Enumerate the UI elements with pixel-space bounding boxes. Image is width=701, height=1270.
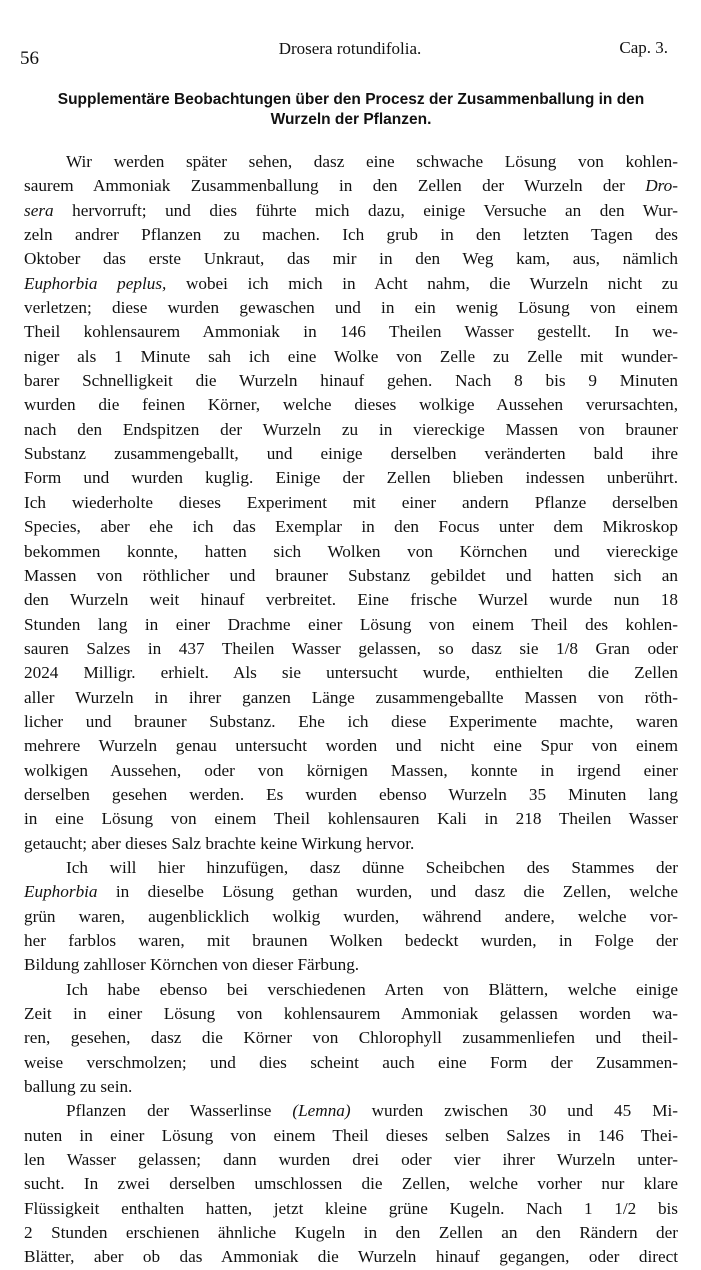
text-line: Stunden lang in einer Drachme einer Lösung von einem Theil des kohlen- <box>24 614 678 634</box>
text-line: wolkigen Aussehen, oder von körnigen Massen, konnte in irgend einer <box>24 760 678 780</box>
text-line: Euphorbia in dieselbe Lösung gethan wurden, und dasz die Zellen, welche <box>24 882 678 902</box>
text-line: Ich habe ebenso bei verschiedenen Arten von Blättern, welche einige <box>66 979 678 999</box>
text-line: ren, gesehen, dasz die Körner von Chlorophyll zusammenliefen und theil- <box>24 1028 678 1048</box>
text-line: bekommen konnte, hatten sich Wolken von Körnchen und viereckige <box>24 541 678 561</box>
text-line: her farblos waren, mit braunen Wolken bedeckt wurden, in Folge der <box>24 931 678 950</box>
section-heading-line: Supplementäre Beobachtungen über den Procesz der Zusammenballung in den <box>57 91 645 108</box>
text-line: Blätter, aber ob das Ammoniak die Wurzeln hinauf gegangen, oder direct <box>24 1247 678 1267</box>
text-line: mehrere Wurzeln genau untersucht worden und nicht eine Spur von einem <box>24 736 678 756</box>
text-line: Form und wurden kuglig. Einige der Zellen blieben indessen unberührt. <box>24 468 678 488</box>
text-line: 2024 Milligr. erhielt. Als sie untersucht wurde, enthielten die Zellen <box>24 663 678 683</box>
text-line: Bildung zahlloser Körnchen von dieser Färbung. <box>24 955 360 975</box>
chapter-label: Cap. 3. <box>619 38 668 57</box>
text-line: Zeit in einer Lösung von kohlensaurem Ammoniak gelassen worden wa- <box>24 1004 678 1024</box>
text-line: Massen von röthlicher und brauner Substanz gebildet und hatten sich an <box>24 565 678 585</box>
text-line: derselben gesehen werden. Es wurden ebenso Wurzeln 35 Minuten lang <box>24 784 678 804</box>
text-line: aller Wurzeln in ihrer ganzen Länge zusammengeballte Massen von röth- <box>24 687 678 707</box>
text-line: len Wasser gelassen; dann wurden drei oder vier ihrer Wurzeln unter- <box>24 1150 678 1170</box>
italic-term: Euphorbia <box>24 882 98 902</box>
text-line: Euphorbia peplus, wobei ich mich in Acht nahm, die Wurzeln nicht zu <box>24 273 678 293</box>
page-header <box>20 38 680 68</box>
text-line: zeln andrer Pflanzen zu machen. Ich grub in den letzten Tagen des <box>24 225 678 245</box>
text-line: sauren Salzes in 437 Theilen Wasser gelassen, so dasz sie 1/8 Gran oder <box>24 638 678 658</box>
text-line: weise verschmolzen; und dies scheint auch eine Form der Zusammen- <box>24 1052 678 1072</box>
text-line: niger als 1 Minute sah ich eine Wolke von Zelle zu Zelle mit wunder- <box>24 346 678 366</box>
text-line: Oktober das erste Unkraut, das mir in den Weg kam, aus, nämlich <box>24 249 678 269</box>
text-line: wurden die feinen Körner, welche dieses wolkige Aussehen verursachten, <box>24 395 678 415</box>
text-line: licher und brauner Substanz. Ehe ich diese Experimente machte, waren <box>24 711 678 731</box>
text-line: nuten in einer Lösung von einem Theil dieses selben Salzes in 146 Thei- <box>24 1125 678 1145</box>
text-line: 2 Stunden erschienen ähnliche Kugeln in den Zellen an den Rändern der <box>24 1223 678 1243</box>
text-line: Ich wiederholte dieses Experiment mit einer andern Pflanze derselben <box>24 492 678 512</box>
text-line: barer Schnelligkeit die Wurzeln hinauf gehen. Nach 8 bis 9 Minuten <box>24 371 678 391</box>
text-line: sucht. In zwei derselben umschlossen die Zellen, welche vorher nur klare <box>24 1174 678 1194</box>
text-line: Flüssigkeit enthalten hatten, jetzt kleine grüne Kugeln. Nach 1 1/2 bis <box>24 1198 678 1218</box>
italic-term: (Lemna) <box>292 1101 351 1121</box>
text-line: ballung zu sein. <box>24 1077 133 1097</box>
italic-term: sera <box>24 200 54 220</box>
text-line: in eine Lösung von einem Theil kohlensauren Kali in 218 Theilen Wasser <box>24 809 678 829</box>
text-line: Substanz zusammengeballt, und einige derselben veränderten bald ihre <box>24 444 678 464</box>
text-line: Wir werden später sehen, dasz eine schwache Lösung von kohlen- <box>66 152 678 171</box>
text-line: sera hervorruft; und dies führte mich dazu, einige Versuche an den Wur- <box>24 200 678 220</box>
text-line: verletzen; diese wurden gewaschen und in ein wenig Lösung von einem <box>24 298 678 318</box>
section-heading-line: Wurzeln der Pflanzen. <box>270 111 432 128</box>
text-line: Theil kohlensaurem Ammoniak in 146 Theilen Wasser gestellt. In we- <box>24 322 678 342</box>
text-line: Pflanzen der Wasserlinse (Lemna) wurden zwischen 30 und 45 Mi- <box>66 1101 678 1121</box>
text-line: saurem Ammoniak Zusammenballung in den Zellen der Wurzeln der Dro- <box>24 176 678 196</box>
body-text <box>24 150 678 1270</box>
text-line: grün waren, augenblicklich wolkig wurden, während andere, welche vor- <box>24 906 678 926</box>
text-line: Ich will hier hinzufügen, dasz dünne Scheibchen des Stammes der <box>66 857 678 877</box>
text-line: Species, aber ehe ich das Exemplar in den Focus unter dem Mikroskop <box>24 517 678 537</box>
text-line: getaucht; aber dieses Salz brachte keine Wirkung hervor. <box>24 833 415 853</box>
text-line: den Wurzeln weit hinauf verbreitet. Eine frische Wurzel wurde nun 18 <box>24 590 678 610</box>
running-title: Drosera rotundifolia. <box>278 39 422 58</box>
italic-term: Euphorbia peplus, <box>24 273 167 293</box>
italic-term: Dro- <box>645 176 678 196</box>
text-line: nach den Endspitzen der Wurzeln zu in viereckige Massen von brauner <box>24 419 678 439</box>
section-heading <box>26 90 676 130</box>
page-number: 56 <box>20 48 39 69</box>
